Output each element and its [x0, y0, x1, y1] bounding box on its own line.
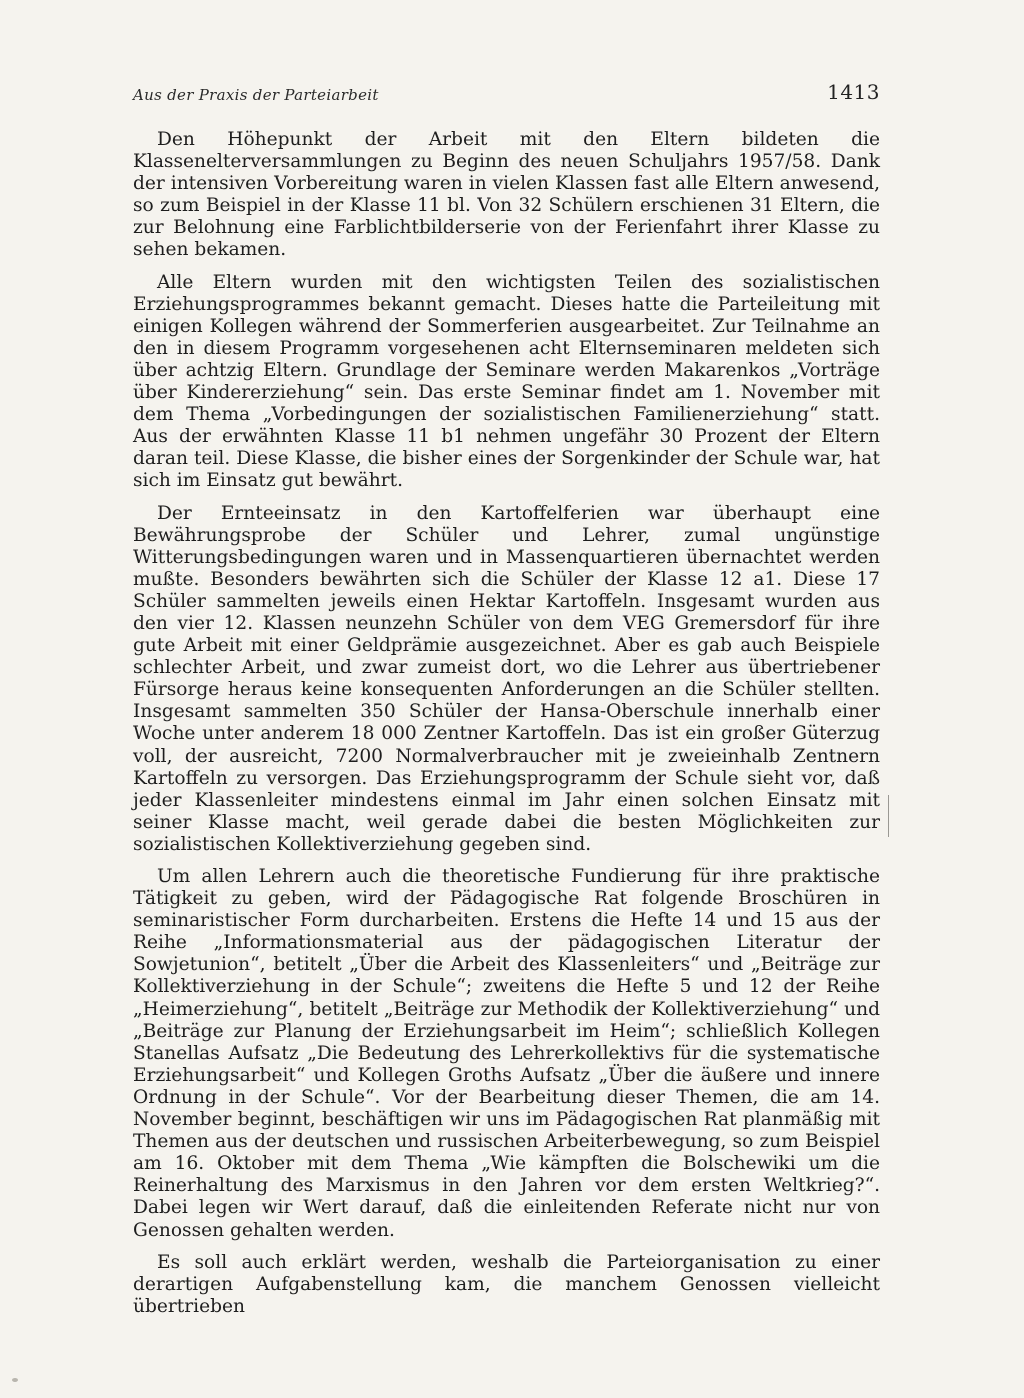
paragraph-2: Alle Eltern wurden mit den wichtigsten Teilen des sozialistischen Erziehungsprogrammes bekannt gemacht. Dieses hatte die Parteileitung mit einigen Kollegen während der Sommerferien ausgearbeitet. Zur Teilnahme an den in diesem Programm vorgesehenen acht Elternseminaren meldeten sich über achtzig Eltern. Grundlage der Seminare werden Makarenkos „Vorträge über Kindererziehung“ sein. Das erste Seminar findet am 1. November mit dem Thema „Vorbedingungen der sozialistischen Familienerziehung“ statt. Aus der erwähnten Klasse 11 b1 nehmen ungefähr 30 Prozent der Eltern daran teil. Diese Klasse, die bisher eines der Sorgenkinder der Schule war, hat sich im Einsatz gut bewährt. [133, 271, 880, 492]
paragraph-1: Den Höhepunkt der Arbeit mit den Eltern bildeten die Klassenelterversammlungen zu Beginn des neuen Schuljahrs 1957/58. Dank der intensiven Vorbereitung waren in vielen Klassen fast alle Eltern anwesend, so zum Beispiel in der Klasse 11 bl. Von 32 Schülern erschienen 31 Eltern, die zur Belohnung eine Farblichtbilderserie von der Ferienfahrt ihrer Klasse zu sehen bekamen. [133, 129, 880, 261]
page-header [133, 76, 880, 112]
running-head: Aus der Praxis der Parteiarbeit [133, 86, 379, 104]
paragraph-3: Der Ernteeinsatz in den Kartoffelferien war überhaupt eine Bewährungsprobe der Schüler und Lehrer, zumal ungünstige Witterungsbedingungen waren und in Massenquartieren übernachtet werden mußte. Besonders bewährten sich die Schüler der Klasse 12 a1. Diese 17 Schüler sammelten jeweils einen Hektar Kartoffeln. Insgesamt wurden aus den vier 12. Klassen neunzehn Schüler von dem VEG Gremersdorf für ihre gute Arbeit mit einer Geldprämie ausgezeichnet. Aber es gab auch Beispiele schlechter Arbeit, und zwar zumeist dort, wo die Lehrer aus übertriebener Fürsorge heraus keine konsequenten Anforderungen an die Schüler stellten. Insgesamt sammelten 350 Schüler der Hansa-Oberschule innerhalb einer Woche unter anderem 18 000 Zentner Kartoffeln. Das ist ein großer Güterzug voll, der ausreicht, 7200 Normalverbraucher mit je zweieinhalb Zentnern Kartoffeln zu versorgen. Das Erziehungsprogramm der Schule sieht vor, daß jeder Klassenleiter mindestens einmal im Jahr einen solchen Einsatz mit seiner Klasse macht, weil gerade dabei die besten Möglichkeiten zur sozialistischen Kollektiverziehung gegeben sind. [133, 502, 880, 855]
paragraph-4: Um allen Lehrern auch die theoretische Fundierung für ihre praktische Tätigkeit zu geben, wird der Pädagogische Rat folgende Broschüren in seminaristischer Form durcharbeiten. Erstens die Hefte 14 und 15 aus der Reihe „Informationsmaterial aus der pädagogischen Literatur der Sowjetunion“, betitelt „Über die Arbeit des Klassenleiters“ und „Beiträge zur Kollektiverziehung in der Schule“; zweitens die Hefte 5 und 12 der Reihe „Heimerziehung“, betitelt „Beiträge zur Methodik der Kollektiverziehung“ und „Beiträge zur Planung der Erziehungsarbeit im Heim“; schließlich Kollegen Stanellas Aufsatz „Die Bedeutung des Lehrerkollektivs für die systematische Erziehungsarbeit“ und Kollegen Groths Aufsatz „Über die äußere und innere Ordnung in der Schule“. Vor der Bearbeitung dieser Themen, die am 14. November beginnt, beschäftigen wir uns im Pädagogischen Rat planmäßig mit Themen aus der deutschen und russischen Arbeiterbewegung, so zum Beispiel am 16. Oktober mit dem Thema „Wie kämpften die Bolschewiki um die Reinerhaltung des Marxismus in den Jahren vor dem ersten Weltkrieg?“. Dabei legen wir Wert darauf, daß die einleitenden Referate nicht nur von Genossen gehalten werden. [133, 866, 880, 1241]
article-body [133, 129, 880, 1318]
margin-pencil-mark [888, 795, 889, 837]
page-number: 1413 [827, 80, 880, 104]
scan-speck [12, 1378, 18, 1382]
paragraph-5: Es soll auch erklärt werden, weshalb die Parteiorganisation zu einer derartigen Aufgabenstellung kam, die manchem Genossen vielleicht übertrieben [133, 1251, 880, 1317]
